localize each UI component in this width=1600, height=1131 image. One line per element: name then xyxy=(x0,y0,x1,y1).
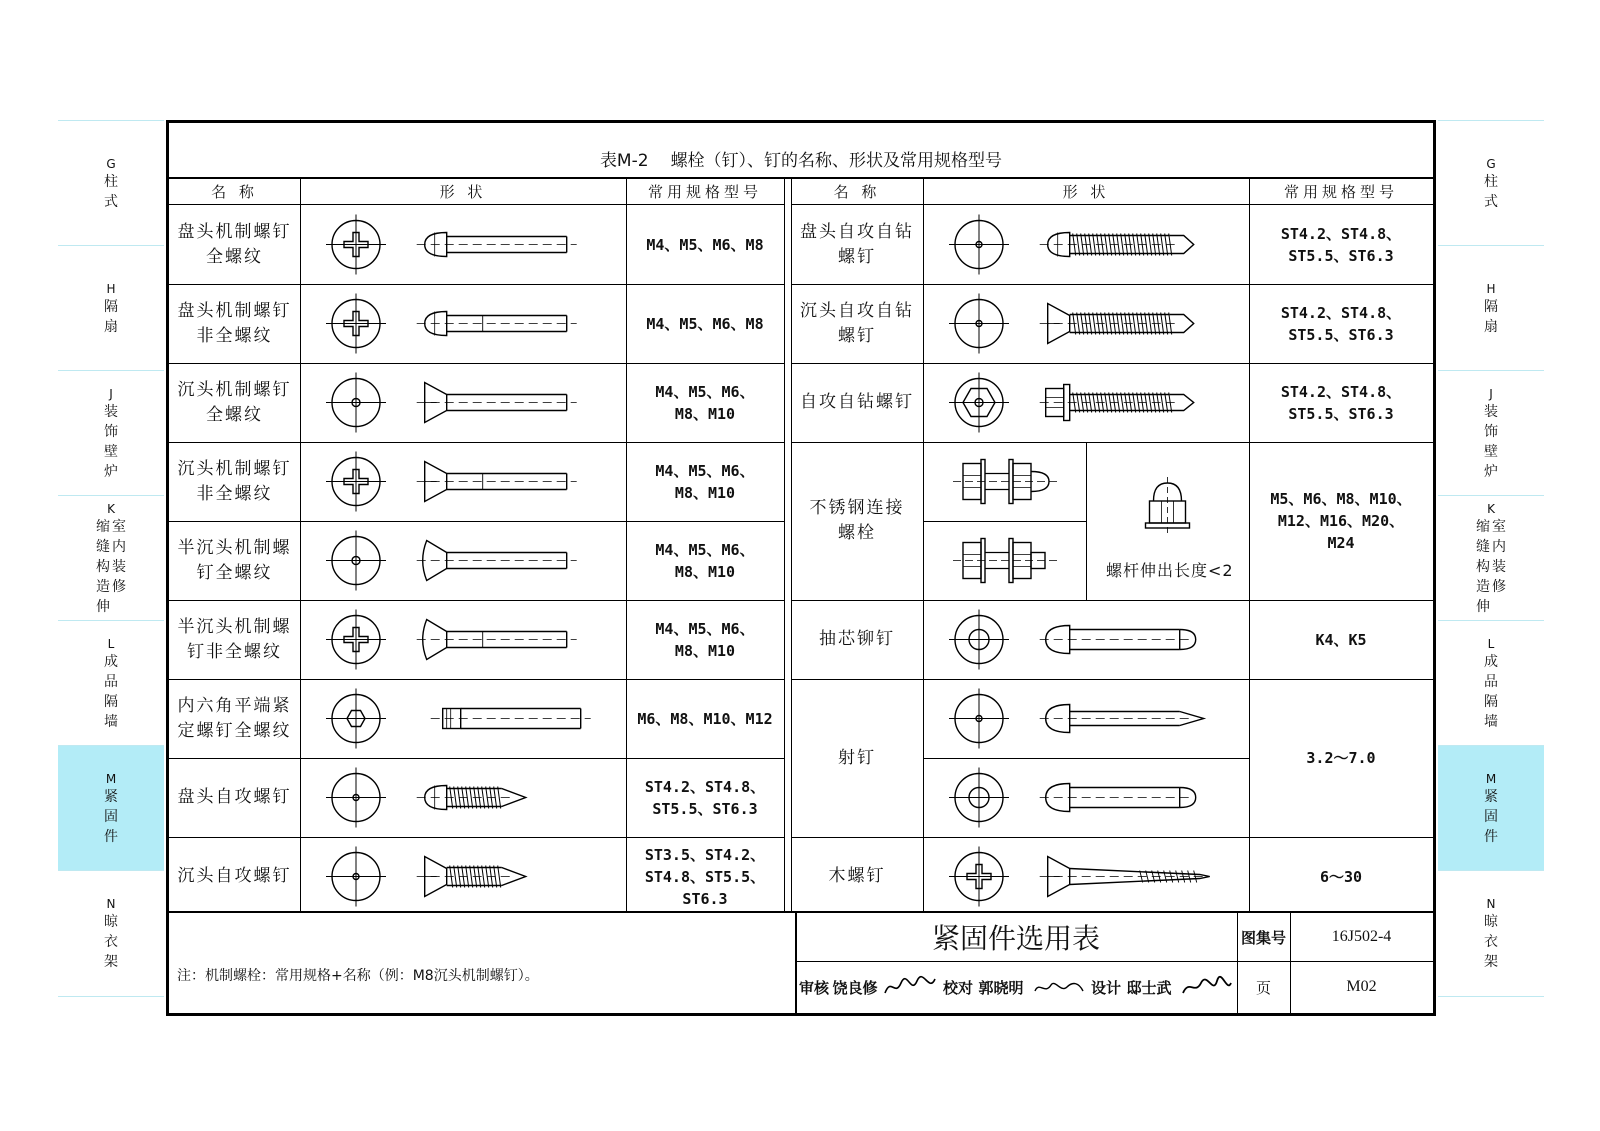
fastener-spec: 3.2～7.0 xyxy=(1306,749,1376,767)
side-tab-columns xyxy=(1476,517,1506,617)
side-tab-code: H xyxy=(106,281,116,296)
power-driven-nail-icon xyxy=(923,679,1249,758)
table-number: 表M-2 xyxy=(599,151,649,171)
side-tab-code: H xyxy=(1486,281,1496,296)
hex-self-drilling-screw-icon xyxy=(923,363,1249,442)
fastener-name: 盘头自攻自钻 螺钉 xyxy=(800,221,914,267)
side-tab-label: 室 内 装 修 xyxy=(112,518,126,595)
table-title-text: 螺栓（钉）、钉的名称、形状及常用规格型号 xyxy=(670,151,1003,171)
designer-name: 邸士武 xyxy=(1126,978,1172,997)
side-tab-n-right[interactable] xyxy=(1438,870,1544,997)
side-tab-inner xyxy=(1484,636,1498,732)
fastener-spec: ST4.2、ST4.8、 ST5.5、ST6.3 xyxy=(1280,224,1402,265)
side-tab-l-right[interactable] xyxy=(1438,620,1544,746)
blind-rivet-icon xyxy=(923,600,1249,679)
fastener-name: 沉头自攻自钻 螺钉 xyxy=(800,300,914,346)
fastener-name: 抽芯铆钉 xyxy=(819,629,895,649)
title-block-mid-rule xyxy=(795,961,1433,962)
fastener-spec: K4、K5 xyxy=(1315,630,1367,649)
power-driven-nail-icon xyxy=(923,758,1249,837)
side-tab-inner xyxy=(104,896,118,972)
countersunk-tapping-screw-icon xyxy=(300,837,626,916)
fastener-spec: ST4.2、ST4.8、 ST5.5、ST6.3 xyxy=(1280,382,1402,423)
raised-countersunk-screw-full-thread-icon xyxy=(300,521,626,600)
side-tab-label: 室 内 装 修 xyxy=(1492,518,1506,595)
designer-signature xyxy=(1175,963,1237,1011)
side-tab-label: 成 品 隔 墙 xyxy=(104,653,118,730)
atlas-number: 16J502-4 xyxy=(1331,928,1392,945)
reviewer-signature xyxy=(879,963,941,1011)
column-divider xyxy=(784,179,785,911)
fastener-name: 半沉头机制螺 钉非全螺纹 xyxy=(177,616,292,662)
fastener-name: 沉头机制螺钉 非全螺纹 xyxy=(177,458,292,504)
fastener-spec: ST4.2、ST4.8、 ST5.5、ST6.3 xyxy=(1280,303,1402,344)
side-tab-label: 紧 固 件 xyxy=(104,788,118,845)
fastener-name: 自攻自钻螺钉 xyxy=(800,392,914,412)
side-tab-code: J xyxy=(109,386,113,401)
pan-head-machine-screw-partial-thread-icon xyxy=(300,284,626,363)
stainless-connecting-bolt-icon xyxy=(923,521,1086,600)
bolt-extension-note: 螺杆伸出长度<2 xyxy=(1106,561,1234,580)
reviewer-name: 饶良修 xyxy=(832,978,878,997)
fastener-name: 射钉 xyxy=(838,747,876,768)
side-tab-label: 柱 式 xyxy=(1484,173,1498,210)
side-tab-inner xyxy=(96,501,126,617)
side-tab-label: 缩 缝 构 造 伸 xyxy=(1476,518,1490,615)
side-tab-n-left[interactable] xyxy=(58,870,164,997)
fastener-spec: M4、M5、M6、 M8、M10 xyxy=(655,382,755,423)
header-spec-left: 常用规格型号 xyxy=(626,179,784,205)
fastener-spec: M4、M5、M6、 M8、M10 xyxy=(655,461,755,502)
header-shape-left: 形 状 xyxy=(300,179,626,205)
table-title xyxy=(169,123,1433,179)
side-tab-label: 晾 衣 架 xyxy=(104,913,118,970)
side-tab-code: K xyxy=(1487,501,1495,516)
side-tab-k-left[interactable] xyxy=(58,495,164,621)
side-tab-code: L xyxy=(1487,636,1495,651)
side-tab-k-right[interactable] xyxy=(1438,495,1544,621)
side-tab-g-left[interactable] xyxy=(58,120,164,246)
side-tab-label: 紧 固 件 xyxy=(1484,788,1498,845)
side-tab-code: M xyxy=(105,771,117,786)
footnote: 注：机制螺栓：常用规格+名称（例：M8沉头机制螺钉）。 xyxy=(177,968,539,984)
fastener-spec: M4、M5、M6、M8 xyxy=(646,235,764,254)
cap-nut-icon xyxy=(1086,462,1249,552)
side-tab-inner xyxy=(1484,386,1498,482)
side-tab-h-left[interactable] xyxy=(58,245,164,371)
side-tab-inner xyxy=(1484,771,1498,847)
side-tab-code: G xyxy=(106,156,116,171)
side-tab-j-right[interactable] xyxy=(1438,370,1544,496)
side-tab-code: N xyxy=(106,896,116,911)
page-label: 页 xyxy=(1255,978,1271,997)
side-tab-inner xyxy=(104,386,118,482)
countersunk-machine-screw-partial-thread-icon xyxy=(300,442,626,521)
side-tab-code: N xyxy=(1486,896,1496,911)
side-tab-code: J xyxy=(1489,386,1493,401)
side-tab-h-right[interactable] xyxy=(1438,245,1544,371)
atlas-label: 图集号 xyxy=(1240,928,1286,947)
design-label: 设计 xyxy=(1090,978,1121,997)
side-tab-inner xyxy=(1484,896,1498,972)
side-tab-inner xyxy=(104,156,118,212)
fastener-name: 沉头机制螺钉 全螺纹 xyxy=(177,379,292,425)
side-tab-inner xyxy=(1484,156,1498,212)
side-tab-code: K xyxy=(107,501,115,516)
countersunk-machine-screw-full-thread-icon xyxy=(300,363,626,442)
fastener-spec: M5、M6、M8、M10、 M12、M16、M20、 M24 xyxy=(1270,490,1412,552)
stainless-connecting-bolt-icon xyxy=(923,442,1086,521)
side-tab-columns xyxy=(96,517,126,617)
pan-head-machine-screw-full-thread-icon xyxy=(300,205,626,284)
side-tab-label: 装 饰 壁 炉 xyxy=(104,403,118,480)
fastener-spec: ST4.2、ST4.8、 ST5.5、ST6.3 xyxy=(644,777,766,818)
header-shape-right: 形 状 xyxy=(923,179,1249,205)
side-tab-code: M xyxy=(1485,771,1497,786)
header-name-left: 名 称 xyxy=(169,179,300,205)
header-name-right: 名 称 xyxy=(791,179,923,205)
page-number: M02 xyxy=(1346,978,1377,995)
side-tab-inner xyxy=(104,281,118,337)
header-spec-right: 常用规格型号 xyxy=(1249,179,1433,205)
drawing-title: 紧固件选用表 xyxy=(931,922,1100,955)
countersunk-self-drilling-screw-icon xyxy=(923,284,1249,363)
side-tab-m-right[interactable] xyxy=(1438,745,1544,871)
side-tab-code: L xyxy=(107,636,115,651)
side-tab-label: 成 品 隔 墙 xyxy=(1484,653,1498,730)
checker-name: 郭晓明 xyxy=(978,978,1024,997)
pan-head-tapping-screw-icon xyxy=(300,758,626,837)
side-tab-inner xyxy=(104,771,118,847)
wood-screw-icon xyxy=(923,837,1249,916)
side-tab-m-left[interactable] xyxy=(58,745,164,871)
fastener-spec: M4、M5、M6、 M8、M10 xyxy=(655,540,755,581)
side-tab-l-left[interactable] xyxy=(58,620,164,746)
side-tab-inner xyxy=(1484,281,1498,337)
fastener-name: 盘头自攻螺钉 xyxy=(177,787,292,807)
fastener-spec: M4、M5、M6、 M8、M10 xyxy=(655,619,755,660)
fastener-name: 内六角平端紧 定螺钉全螺纹 xyxy=(177,695,292,741)
fastener-spec: 6～30 xyxy=(1319,867,1363,886)
side-tab-code: G xyxy=(1486,156,1496,171)
fastener-name: 不锈钢连接 螺栓 xyxy=(809,498,905,543)
side-tab-inner xyxy=(104,636,118,732)
side-tab-inner xyxy=(1476,501,1506,617)
fastener-spec: M6、M8、M10、M12 xyxy=(637,709,773,728)
drawing-frame xyxy=(166,120,1436,1016)
check-label: 校对 xyxy=(942,978,973,997)
fastener-spec: ST3.5、ST4.2、 ST4.8、ST5.5、 ST6.3 xyxy=(644,845,766,908)
fastener-name: 盘头机制螺钉 非全螺纹 xyxy=(177,300,292,346)
fastener-name: 木螺钉 xyxy=(828,866,886,886)
side-tab-label: 隔 扇 xyxy=(1484,298,1498,335)
fastener-name: 半沉头机制螺 钉全螺纹 xyxy=(177,537,292,583)
checker-signature xyxy=(1027,963,1089,1011)
fastener-name: 沉头自攻螺钉 xyxy=(177,866,292,886)
raised-countersunk-screw-partial-thread-icon xyxy=(300,600,626,679)
side-tab-label: 装 饰 壁 炉 xyxy=(1484,403,1498,480)
side-tab-label: 隔 扇 xyxy=(104,298,118,335)
review-label: 审核 xyxy=(798,978,829,997)
side-tab-g-right[interactable] xyxy=(1438,120,1544,246)
side-tab-j-left[interactable] xyxy=(58,370,164,496)
fastener-name: 盘头机制螺钉 全螺纹 xyxy=(177,221,292,267)
fastener-spec: M4、M5、M6、M8 xyxy=(646,314,764,333)
hex-socket-set-screw-icon xyxy=(300,679,626,758)
side-tab-label: 缩 缝 构 造 伸 xyxy=(96,518,110,615)
side-tab-label: 晾 衣 架 xyxy=(1484,913,1498,970)
side-tab-label: 柱 式 xyxy=(104,173,118,210)
pan-head-self-drilling-screw-icon xyxy=(923,205,1249,284)
